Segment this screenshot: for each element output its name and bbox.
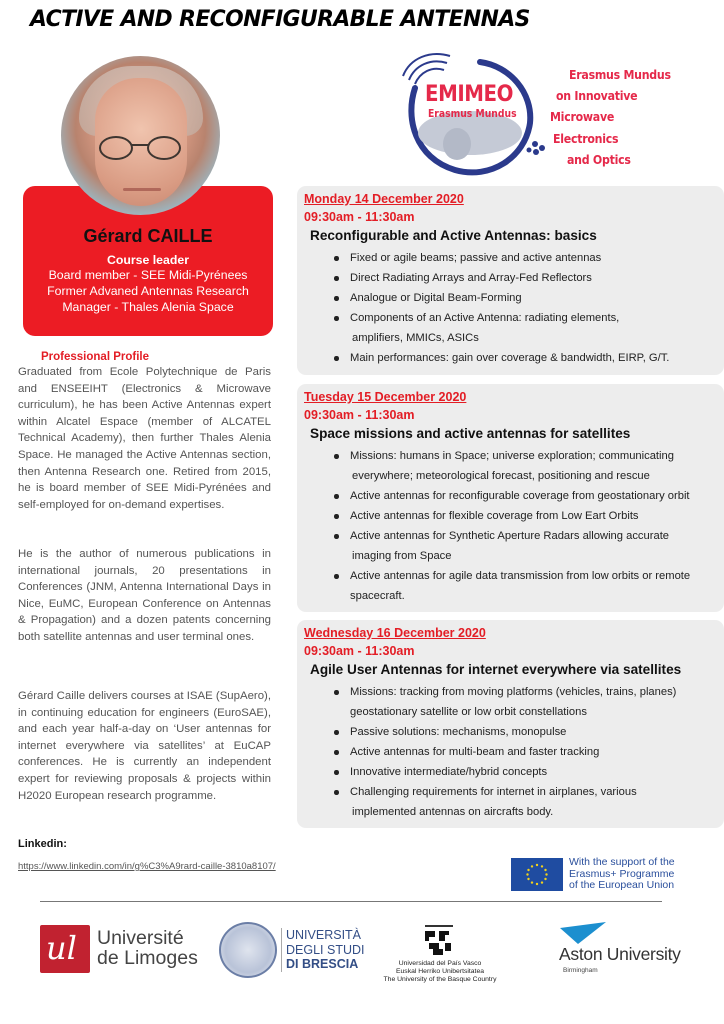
session-topic: Space missions and active antennas for satellites <box>310 426 631 441</box>
speaker-name: Gérard CAILLE <box>83 226 213 246</box>
bullet-item: Active antennas for agile data transmission from low orbits or remote spacecraft. <box>332 566 724 606</box>
emimeo-logo <box>395 48 695 183</box>
bullet-item: Active antennas for Synthetic Aperture Radars allowing accurate imaging from Space <box>332 526 724 566</box>
eu-flag-icon <box>511 858 563 891</box>
page-title: ACTIVE AND RECONFIGURABLE ANTENNAS <box>30 6 530 32</box>
footer-divider <box>40 901 662 902</box>
session-date: Monday 14 December 2020 <box>304 192 464 206</box>
speaker-line: Board member - SEE Midi-Pyrénees <box>48 268 248 282</box>
session-tuesday <box>297 384 724 612</box>
speaker-line: Former Advaned Antennas Research <box>47 284 249 298</box>
eu-support-text: With the support of the <box>569 856 675 868</box>
speaker-photo <box>61 56 220 215</box>
session-date: Wednesday 16 December 2020 <box>304 626 486 640</box>
aston-university-city: Birmingham <box>563 967 598 974</box>
profile-paragraph: Gérard Caille delivers courses at ISAE (SupAero), in continuing education for engineers (EuroSAE), and each year half-a-day on ‘User antennas for internet everywhere via satellites’ at EuCAP conferences. He is currently an independent expert for reviewing proposals & projects within H2020 European research programme. <box>18 690 271 802</box>
bullet-item: Active antennas for multi-beam and faster tracking <box>332 742 724 762</box>
eu-support-text: Erasmus+ Programme <box>569 867 675 880</box>
bullet-item: Missions: humans in Space; universe exploration; communicating everywhere; meteorological forecast, positioning and rescue <box>332 446 724 486</box>
bullet-item: Innovative intermediate/hybrid concepts <box>332 762 724 782</box>
bullet-item: Analogue or Digital Beam-Forming <box>332 288 724 308</box>
bullet-item: Components of an Active Antenna: radiating elements, amplifiers, MMICs, ASICs <box>332 308 724 348</box>
linkedin-label: Linkedin: <box>18 838 67 850</box>
brescia-logo-text: UNIVERSITÀ DEGLI STUDI DI BRESCIA <box>286 928 365 971</box>
bullet-item: Passive solutions: mechanisms, monopulse <box>332 722 724 742</box>
emimeo-tagline: and Optics <box>567 152 631 167</box>
session-topic: Agile User Antennas for internet everywhere via satellites <box>310 662 682 677</box>
bullet-item: Direct Radiating Arrays and Array-Fed Reflectors <box>332 268 724 288</box>
session-bullets <box>332 446 724 606</box>
profile-paragraph: He is the author of numerous publications in international journals, 20 presentations in Conferences (JNM, Antenna International Days in Nice, EuMC, European Conference on Antennas & Propagation) and a dozen patents concerning both satellite antennas and user terminal ones. <box>18 548 271 643</box>
bullet-item: Main performances: gain over coverage & bandwidth, EIRP, G/T. <box>332 348 724 368</box>
speaker-line: Manager - Thales Alenia Space <box>62 300 234 314</box>
bullet-item: Active antennas for reconfigurable coverage from geostationary orbit <box>332 486 724 506</box>
emimeo-tagline: on Innovative <box>556 88 638 103</box>
profile-heading: Professional Profile <box>41 351 150 363</box>
brescia-seal-icon <box>219 922 277 978</box>
session-time: 09:30am - 11:30am <box>304 408 415 422</box>
aston-triangle-icon <box>560 922 610 946</box>
limoges-logo-text: Université de Limoges <box>97 927 198 969</box>
session-bullets <box>332 248 724 368</box>
bullet-item: Fixed or agile beams; passive and active antennas <box>332 248 724 268</box>
session-monday <box>297 186 724 375</box>
emimeo-tagline: Electronics <box>553 131 619 146</box>
session-time: 09:30am - 11:30am <box>304 644 415 658</box>
bullet-item: Missions: tracking from moving platforms (vehicles, trains, planes) geostationary satellite or low orbit constellations <box>332 682 724 722</box>
linkedin-link[interactable]: https://www.linkedin.com/in/g%C3%A9rard-caille-3810a8107/ <box>18 861 276 872</box>
profile-paragraph: Graduated from Ecole Polytechnique de Paris and ENSEEIHT (Electronics & Microwave curriculum), he has been Active Antennas expert within Alcatel Espace (member of ALCATEL Technical Academy), then further Thales Alenia Space. He managed the Active Antennas section, then Antenna Research one. Retired from 2015, he is board member of SEE Midi-Pyrénées and self-employed for on-demand expertises. <box>18 366 271 511</box>
session-bullets <box>332 682 724 822</box>
emimeo-tagline: Microwave <box>550 109 615 124</box>
emimeo-tagline: Erasmus Mundus <box>569 67 671 82</box>
bullet-item: Active antennas for flexible coverage from Low Eart Orbits <box>332 506 724 526</box>
eu-support-text: of the European Union <box>569 879 675 892</box>
basque-university-text: Universidad del País Vasco Euskal Herriko Unibertsitatea The University of the Basque Country <box>383 960 497 983</box>
session-date: Tuesday 15 December 2020 <box>304 390 467 404</box>
basque-university-emblem-icon <box>421 925 457 957</box>
session-topic: Reconfigurable and Active Antennas: basics <box>310 228 597 243</box>
emimeo-acronym: EMIMEO <box>425 82 513 107</box>
aston-university-name: Aston University <box>559 944 681 964</box>
session-wednesday <box>297 620 724 828</box>
emimeo-sub: Erasmus Mundus <box>428 108 517 120</box>
bullet-item: Challenging requirements for internet in airplanes, various implemented antennas on aircrafts body. <box>332 782 724 822</box>
session-time: 09:30am - 11:30am <box>304 210 415 224</box>
limoges-logo-icon: ul <box>40 925 90 973</box>
brescia-divider <box>281 928 282 972</box>
eu-support-logo <box>511 857 711 893</box>
speaker-role: Course leader <box>106 253 189 267</box>
